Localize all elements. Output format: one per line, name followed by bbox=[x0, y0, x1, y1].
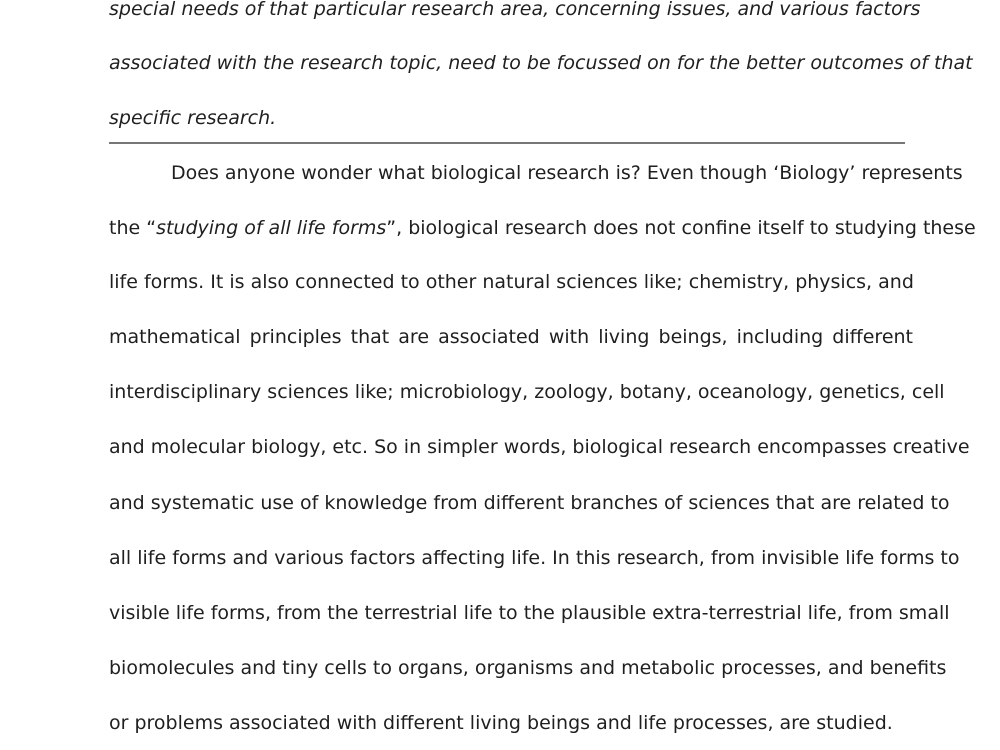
body-paragraph-line: and systematic use of knowledge from different branches of sciences that are related to bbox=[109, 492, 950, 514]
body-paragraph-line: all life forms and various factors affecting life. In this research, from invisible life forms to bbox=[109, 547, 960, 569]
italic-paragraph-line: specific research. bbox=[109, 107, 277, 129]
body-paragraph-line bbox=[109, 216, 976, 240]
body-paragraph-line: Does anyone wonder what biological research is? Even though ‘Biology’ represents bbox=[171, 162, 963, 184]
body-paragraph-line: or problems associated with different living beings and life processes, are studied. bbox=[109, 712, 893, 734]
italic-paragraph-line: special needs of that particular research area, concerning issues, and various factors bbox=[109, 0, 921, 20]
text-span: the “ bbox=[109, 217, 157, 239]
body-paragraph-line: and molecular biology, etc. So in simpler words, biological research encompasses creative bbox=[109, 436, 970, 458]
body-paragraph-line: visible life forms, from the terrestrial life to the plausible extra-terrestrial life, from small bbox=[109, 602, 950, 624]
body-paragraph-line: biomolecules and tiny cells to organs, organisms and metabolic processes, and benefits bbox=[109, 657, 947, 679]
body-paragraph-line: mathematical principles that are associated with living beings, including different bbox=[109, 326, 913, 348]
section-divider bbox=[109, 142, 905, 144]
italic-paragraph-line: associated with the research topic, need to be focussed on for the better outcomes of that bbox=[109, 52, 973, 74]
body-paragraph-line: life forms. It is also connected to other natural sciences like; chemistry, physics, and bbox=[109, 271, 914, 293]
body-paragraph-line: interdisciplinary sciences like; microbiology, zoology, botany, oceanology, genetics, cell bbox=[109, 381, 945, 403]
italic-phrase: studying of all life forms bbox=[156, 217, 387, 239]
text-span: ”, biological research does not confine itself to studying these bbox=[386, 217, 976, 239]
